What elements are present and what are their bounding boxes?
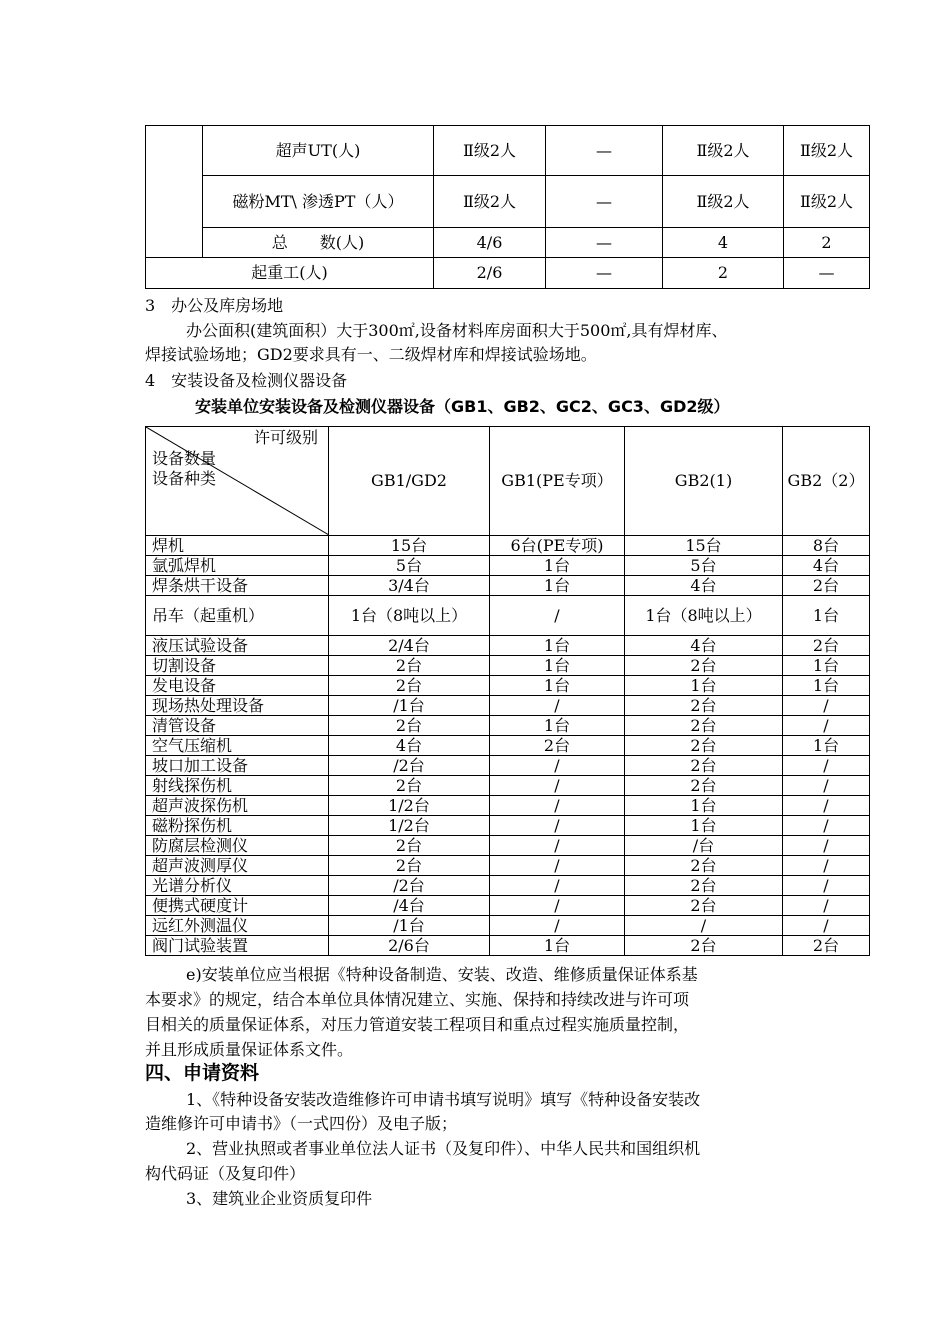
cell: 5台 (329, 556, 490, 576)
cell: 2台 (490, 736, 625, 756)
table-row (146, 596, 870, 636)
cell: Ⅱ级2人 (663, 126, 784, 176)
row-label: 起重工(人) (146, 258, 434, 289)
para-e-line3: 目相关的质量保证体系，对压力管道安装工程项目和重点过程实施质量控制， (145, 1015, 690, 1034)
cell: / (783, 816, 870, 836)
cell: 2台 (625, 876, 783, 896)
cell: 4台 (329, 736, 490, 756)
table-row (146, 696, 870, 716)
cell: 2台 (625, 736, 783, 756)
cell: 1台 (783, 656, 870, 676)
para-e-line4: 并且形成质量保证体系文件。 (145, 1040, 354, 1059)
cell: 1台 (625, 816, 783, 836)
table-row (146, 896, 870, 916)
equipment-name: 超声波探伤机 (146, 796, 329, 816)
item1-line1: 1、《特种设备安装改造维修许可申请书填写说明》填写《特种设备安装改 (186, 1090, 701, 1109)
cell: 2/6 (434, 258, 546, 289)
cell: / (783, 696, 870, 716)
para-e-line2: 本要求》的规定，结合本单位具体情况建立、实施、保持和持续改进与许可项 (145, 990, 690, 1009)
cell: 2台 (625, 756, 783, 776)
equipment-rows (146, 536, 870, 956)
table-row (146, 756, 870, 776)
equipment-name: 发电设备 (146, 676, 329, 696)
section4-title: 4 安装设备及检测仪器设备 (145, 371, 348, 390)
equipment-table (145, 426, 870, 956)
cell: / (490, 796, 625, 816)
cell: 2台 (625, 896, 783, 916)
equipment-name: 清管设备 (146, 716, 329, 736)
cell: — (784, 258, 870, 289)
cell: / (783, 836, 870, 856)
cell: / (490, 816, 625, 836)
table-row (146, 736, 870, 756)
table-row (146, 656, 870, 676)
cell: / (783, 876, 870, 896)
table-row (146, 876, 870, 896)
equipment-name: 坡口加工设备 (146, 756, 329, 776)
row-label: 磁粉MT\ 渗透PT（人） (203, 176, 434, 228)
cell: 15台 (625, 536, 783, 556)
equipment-name: 空气压缩机 (146, 736, 329, 756)
cell: / (783, 916, 870, 936)
cell: 2台 (625, 696, 783, 716)
cell: 1台 (783, 736, 870, 756)
cell: Ⅱ级2人 (784, 126, 870, 176)
cell: / (490, 756, 625, 776)
cell: 2台 (783, 636, 870, 656)
cell: 1台 (490, 576, 625, 596)
table-row (146, 856, 870, 876)
para-e-line1: e)安装单位应当根据《特种设备制造、安装、改造、维修质量保证体系基 (186, 965, 698, 984)
cell: 4台 (783, 556, 870, 576)
cell: 3/4台 (329, 576, 490, 596)
cell: 2/4台 (329, 636, 490, 656)
table-row (146, 636, 870, 656)
cell: 1/2台 (329, 816, 490, 836)
table-row (146, 936, 870, 956)
equipment-name: 切割设备 (146, 656, 329, 676)
cell: /4台 (329, 896, 490, 916)
cell: 2 (663, 258, 784, 289)
cell: 5台 (625, 556, 783, 576)
cell: 1台 (490, 636, 625, 656)
cell: / (490, 856, 625, 876)
cell: Ⅱ级2人 (784, 176, 870, 228)
cell: /1台 (329, 696, 490, 716)
cell: / (490, 776, 625, 796)
corner-left-label-2: 设备种类 (152, 469, 217, 488)
column-header: GB1/GD2 (329, 427, 490, 536)
cell: / (490, 696, 625, 716)
cell: 4/6 (434, 228, 546, 258)
cell: 1台 (783, 676, 870, 696)
cell: / (490, 876, 625, 896)
cell: 1台 (625, 796, 783, 816)
cell: 1台（8吨以上） (625, 596, 783, 636)
cell: / (783, 856, 870, 876)
table-row (146, 536, 870, 556)
cell: 2台 (783, 936, 870, 956)
corner-left-label-1: 设备数量 (152, 449, 217, 468)
cell: / (783, 796, 870, 816)
cell: /台 (625, 836, 783, 856)
cell: 2台 (783, 576, 870, 596)
cell: 2台 (625, 716, 783, 736)
cell: / (783, 896, 870, 916)
equipment-name: 射线探伤机 (146, 776, 329, 796)
table-row (146, 716, 870, 736)
cell: /1台 (329, 916, 490, 936)
cell: 4台 (625, 576, 783, 596)
cell: 1台 (490, 656, 625, 676)
table-row (146, 776, 870, 796)
equipment-name: 氩弧焊机 (146, 556, 329, 576)
table-row (146, 816, 870, 836)
cell: 2/6台 (329, 936, 490, 956)
personnel-table-continued (145, 125, 870, 289)
equipment-name: 磁粉探伤机 (146, 816, 329, 836)
chapter4-title: 四、申请资料 (145, 1062, 260, 1084)
cell: 2台 (329, 776, 490, 796)
cell: 4 (663, 228, 784, 258)
cell: 1台 (625, 676, 783, 696)
cell: 1台（8吨以上） (329, 596, 490, 636)
cell: 2台 (625, 656, 783, 676)
cell: — (546, 126, 663, 176)
table-row (146, 676, 870, 696)
cell: 1台 (490, 556, 625, 576)
equipment-name: 液压试验设备 (146, 636, 329, 656)
item1-line2: 造维修许可申请书》（一式四份）及电子版； (145, 1114, 458, 1133)
corner-header (146, 427, 329, 536)
cell: 2台 (329, 716, 490, 736)
row-label: 总 数(人) (203, 228, 434, 258)
corner-top-label: 许可级别 (253, 428, 318, 447)
cell: / (783, 716, 870, 736)
cell: — (546, 228, 663, 258)
equipment-name: 焊机 (146, 536, 329, 556)
item2-line2: 构代码证（及复印件） (145, 1164, 306, 1183)
cell: 8台 (783, 536, 870, 556)
cell: 2台 (625, 856, 783, 876)
cell: /2台 (329, 756, 490, 776)
cell: 2台 (329, 856, 490, 876)
equipment-name: 远红外测温仪 (146, 916, 329, 936)
cell: Ⅱ级2人 (663, 176, 784, 228)
column-header: GB1(PE专项） (490, 427, 625, 536)
cell: /2台 (329, 876, 490, 896)
cell: — (546, 258, 663, 289)
cell: 4台 (625, 636, 783, 656)
group-cell (146, 126, 203, 258)
cell: 2台 (625, 936, 783, 956)
item2-line1: 2、营业执照或者事业单位法人证书（及复印件）、中华人民共和国组织机 (186, 1139, 701, 1158)
cell: 1台 (490, 936, 625, 956)
cell: 2 (784, 228, 870, 258)
table-row (146, 556, 870, 576)
table-row (146, 916, 870, 936)
cell: Ⅱ级2人 (434, 126, 546, 176)
cell: / (625, 916, 783, 936)
table-row (146, 576, 870, 596)
cell: / (783, 756, 870, 776)
cell: / (490, 896, 625, 916)
table-caption: 安装单位安装设备及检测仪器设备（GB1、GB2、GC2、GC3、GD2级） (195, 397, 730, 416)
cell: 1台 (490, 716, 625, 736)
cell: 2台 (625, 776, 783, 796)
cell: / (490, 836, 625, 856)
cell: 6台(PE专项) (490, 536, 625, 556)
equipment-name: 现场热处理设备 (146, 696, 329, 716)
cell: / (783, 776, 870, 796)
table-row (146, 796, 870, 816)
item3: 3、建筑业企业资质复印件 (186, 1189, 373, 1208)
table-row (146, 836, 870, 856)
cell: 15台 (329, 536, 490, 556)
equipment-name: 防腐层检测仪 (146, 836, 329, 856)
column-header: GB2（2） (783, 427, 870, 536)
equipment-name: 吊车（起重机） (146, 596, 329, 636)
equipment-name: 超声波测厚仪 (146, 856, 329, 876)
cell: — (546, 176, 663, 228)
equipment-name: 阀门试验装置 (146, 936, 329, 956)
cell: 2台 (329, 656, 490, 676)
section3-line2: 焊接试验场地；GD2要求具有一、二级焊材库和焊接试验场地。 (145, 345, 597, 364)
cell: Ⅱ级2人 (434, 176, 546, 228)
cell: 2台 (329, 676, 490, 696)
section3-line1: 办公面积(建筑面积）大于300㎡,设备材料库房面积大于500㎡,具有焊材库、 (186, 321, 728, 340)
cell: 1/2台 (329, 796, 490, 816)
cell: 1台 (783, 596, 870, 636)
equipment-name: 便携式硬度计 (146, 896, 329, 916)
section3-title: 3 办公及库房场地 (145, 296, 284, 315)
row-label: 超声UT(人) (203, 126, 434, 176)
cell: / (490, 596, 625, 636)
cell: 1台 (490, 676, 625, 696)
cell: / (490, 916, 625, 936)
equipment-name: 光谱分析仪 (146, 876, 329, 896)
equipment-name: 焊条烘干设备 (146, 576, 329, 596)
column-header: GB2(1) (625, 427, 783, 536)
cell: 2台 (329, 836, 490, 856)
